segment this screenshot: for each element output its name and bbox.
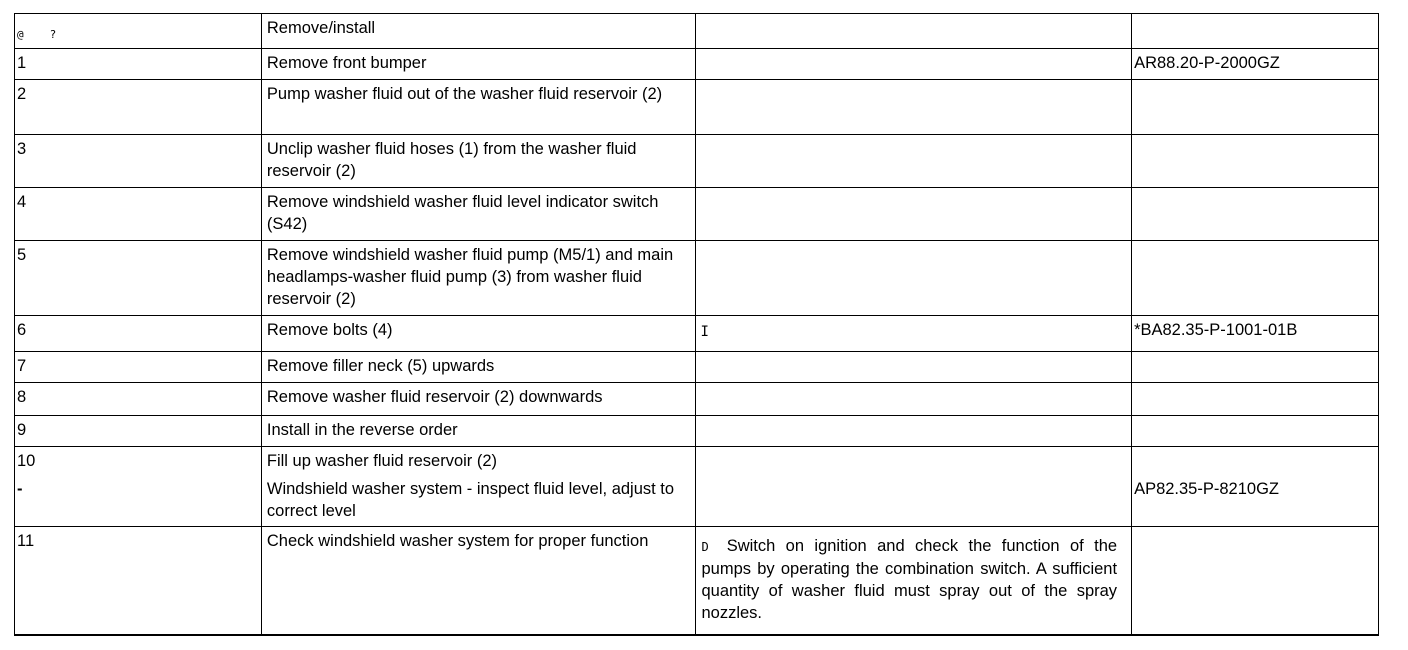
step-reference-cell <box>1132 447 1379 527</box>
step-reference <box>1132 527 1379 635</box>
table-row <box>15 188 1379 241</box>
step-text: Unclip washer fluid hoses (1) from the washer fluid reservoir (2) <box>261 135 696 188</box>
step-reference <box>1132 383 1379 416</box>
step-number: 6 <box>15 316 262 352</box>
step-reference <box>1132 352 1379 383</box>
step-number: 4 <box>15 188 262 241</box>
table-row <box>15 447 1379 527</box>
step-number-cell <box>15 447 262 527</box>
step-text: Fill up washer fluid reservoir (2) <box>266 452 498 470</box>
step-number: 10 <box>17 452 36 470</box>
header-symbols-cell <box>15 14 262 49</box>
step-text: Pump washer fluid out of the washer fluid reservoir (2) <box>261 80 696 135</box>
question-mark-icon: ? <box>49 28 57 41</box>
step-note <box>696 316 1132 352</box>
step-reference: AR88.20-P-2000GZ <box>1132 49 1379 80</box>
step-text: Remove filler neck (5) upwards <box>261 352 696 383</box>
table-header-row <box>15 14 1379 49</box>
step-note <box>696 383 1132 416</box>
step-text-cell <box>261 447 696 527</box>
step-number: 8 <box>15 383 262 416</box>
header-title: Remove/install <box>261 14 696 49</box>
step-note <box>696 188 1132 241</box>
table-row <box>15 80 1379 135</box>
sub-step-marker: - <box>17 480 23 498</box>
table-row <box>15 383 1379 416</box>
table-row <box>15 527 1379 635</box>
step-reference <box>1132 416 1379 447</box>
table-row <box>15 416 1379 447</box>
step-note <box>696 416 1132 447</box>
step-number: 3 <box>15 135 262 188</box>
step-note <box>696 135 1132 188</box>
step-reference <box>1132 80 1379 135</box>
step-number: 11 <box>15 527 262 635</box>
step-note <box>696 352 1132 383</box>
step-note <box>696 49 1132 80</box>
step-text: Remove washer fluid reservoir (2) downwards <box>261 383 696 416</box>
header-note-cell <box>696 14 1132 49</box>
step-reference: *BA82.35-P-1001-01B <box>1132 316 1379 352</box>
step-reference <box>1132 188 1379 241</box>
procedure-sheet <box>14 13 1379 636</box>
step-reference <box>1132 135 1379 188</box>
table-row <box>15 316 1379 352</box>
table-row <box>15 135 1379 188</box>
step-number: 7 <box>15 352 262 383</box>
header-ref-cell <box>1132 14 1379 49</box>
step-text: Install in the reverse order <box>261 416 696 447</box>
step-text: Remove windshield washer fluid pump (M5/1) and main headlamps-washer fluid pump (3) from washer fluid reservoir (2) <box>261 241 696 316</box>
step-number: 9 <box>15 416 262 447</box>
step-number: 5 <box>15 241 262 316</box>
table-row <box>15 241 1379 316</box>
sub-step-text: Windshield washer system - inspect fluid level, adjust to correct level <box>266 480 675 520</box>
step-text: Remove front bumper <box>261 49 696 80</box>
table-row <box>15 49 1379 80</box>
text-cursor-icon: I <box>700 324 709 340</box>
step-number: 2 <box>15 80 262 135</box>
step-note: Switch on ignition and check the function of the pumps by operating the combination switch. A sufficient quantity of washer fluid must spray out of the spray nozzles. <box>701 537 1118 622</box>
note-info-icon: D <box>701 540 709 554</box>
step-note <box>696 241 1132 316</box>
step-reference: AP82.35-P-8210GZ <box>1134 480 1279 498</box>
procedure-table <box>14 13 1379 636</box>
step-text: Remove windshield washer fluid level indicator switch (S42) <box>261 188 696 241</box>
step-note <box>696 447 1132 527</box>
step-note <box>696 80 1132 135</box>
table-row <box>15 352 1379 383</box>
step-note-cell <box>696 527 1132 635</box>
at-sign-icon: @ <box>17 28 24 41</box>
step-number: 1 <box>15 49 262 80</box>
step-text: Check windshield washer system for proper function <box>261 527 696 635</box>
step-reference <box>1132 241 1379 316</box>
step-text: Remove bolts (4) <box>261 316 696 352</box>
